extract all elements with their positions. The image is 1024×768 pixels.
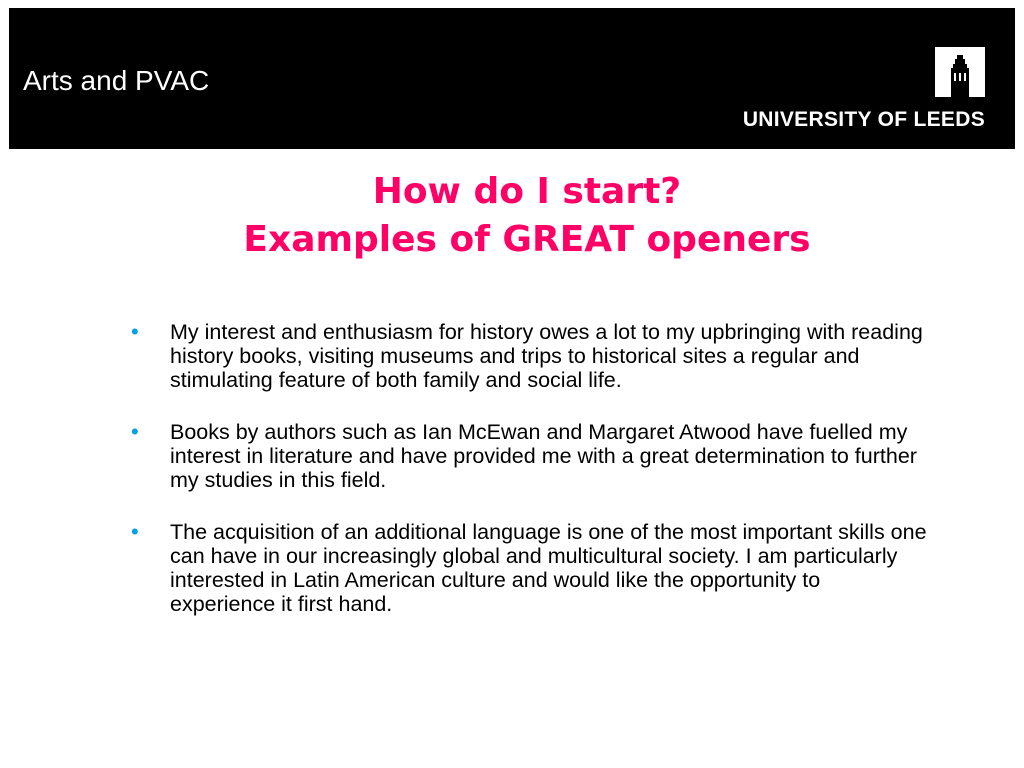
university-tower-emblem-icon — [935, 47, 985, 97]
bullet-text: My interest and enthusiasm for history owes a lot to my upbringing with reading history books, visiting museums and trips to historical sites a regular and stimulating feature of both family and social life. — [170, 320, 923, 392]
bullet-icon: • — [131, 319, 139, 344]
university-logo — [725, 47, 985, 133]
slide-title-line-2: Examples of GREAT openers — [243, 219, 811, 260]
list-item — [131, 320, 931, 392]
list-item — [131, 420, 931, 492]
bullet-text: The acquisition of an additional language is one of the most important skills one can have in our increasingly global and multicultural society. I am particularly interested in Latin American culture and would like the opportunity to experience it first hand. — [170, 520, 927, 616]
header-title: Arts and PVAC — [23, 65, 210, 96]
slide-title — [0, 168, 1024, 264]
bullet-icon: • — [131, 519, 139, 544]
bullet-list — [131, 320, 931, 644]
university-logo-text: UNIVERSITY OF LEEDS — [742, 108, 985, 131]
bullet-text: Books by authors such as Ian McEwan and Margaret Atwood have fuelled my interest in literature and have provided me with a great determination to further my studies in this field. — [170, 420, 917, 492]
slide-title-line-1: How do I start? — [372, 171, 682, 212]
bullet-icon: • — [131, 419, 139, 444]
list-item — [131, 520, 931, 616]
header-bar — [9, 8, 1015, 149]
